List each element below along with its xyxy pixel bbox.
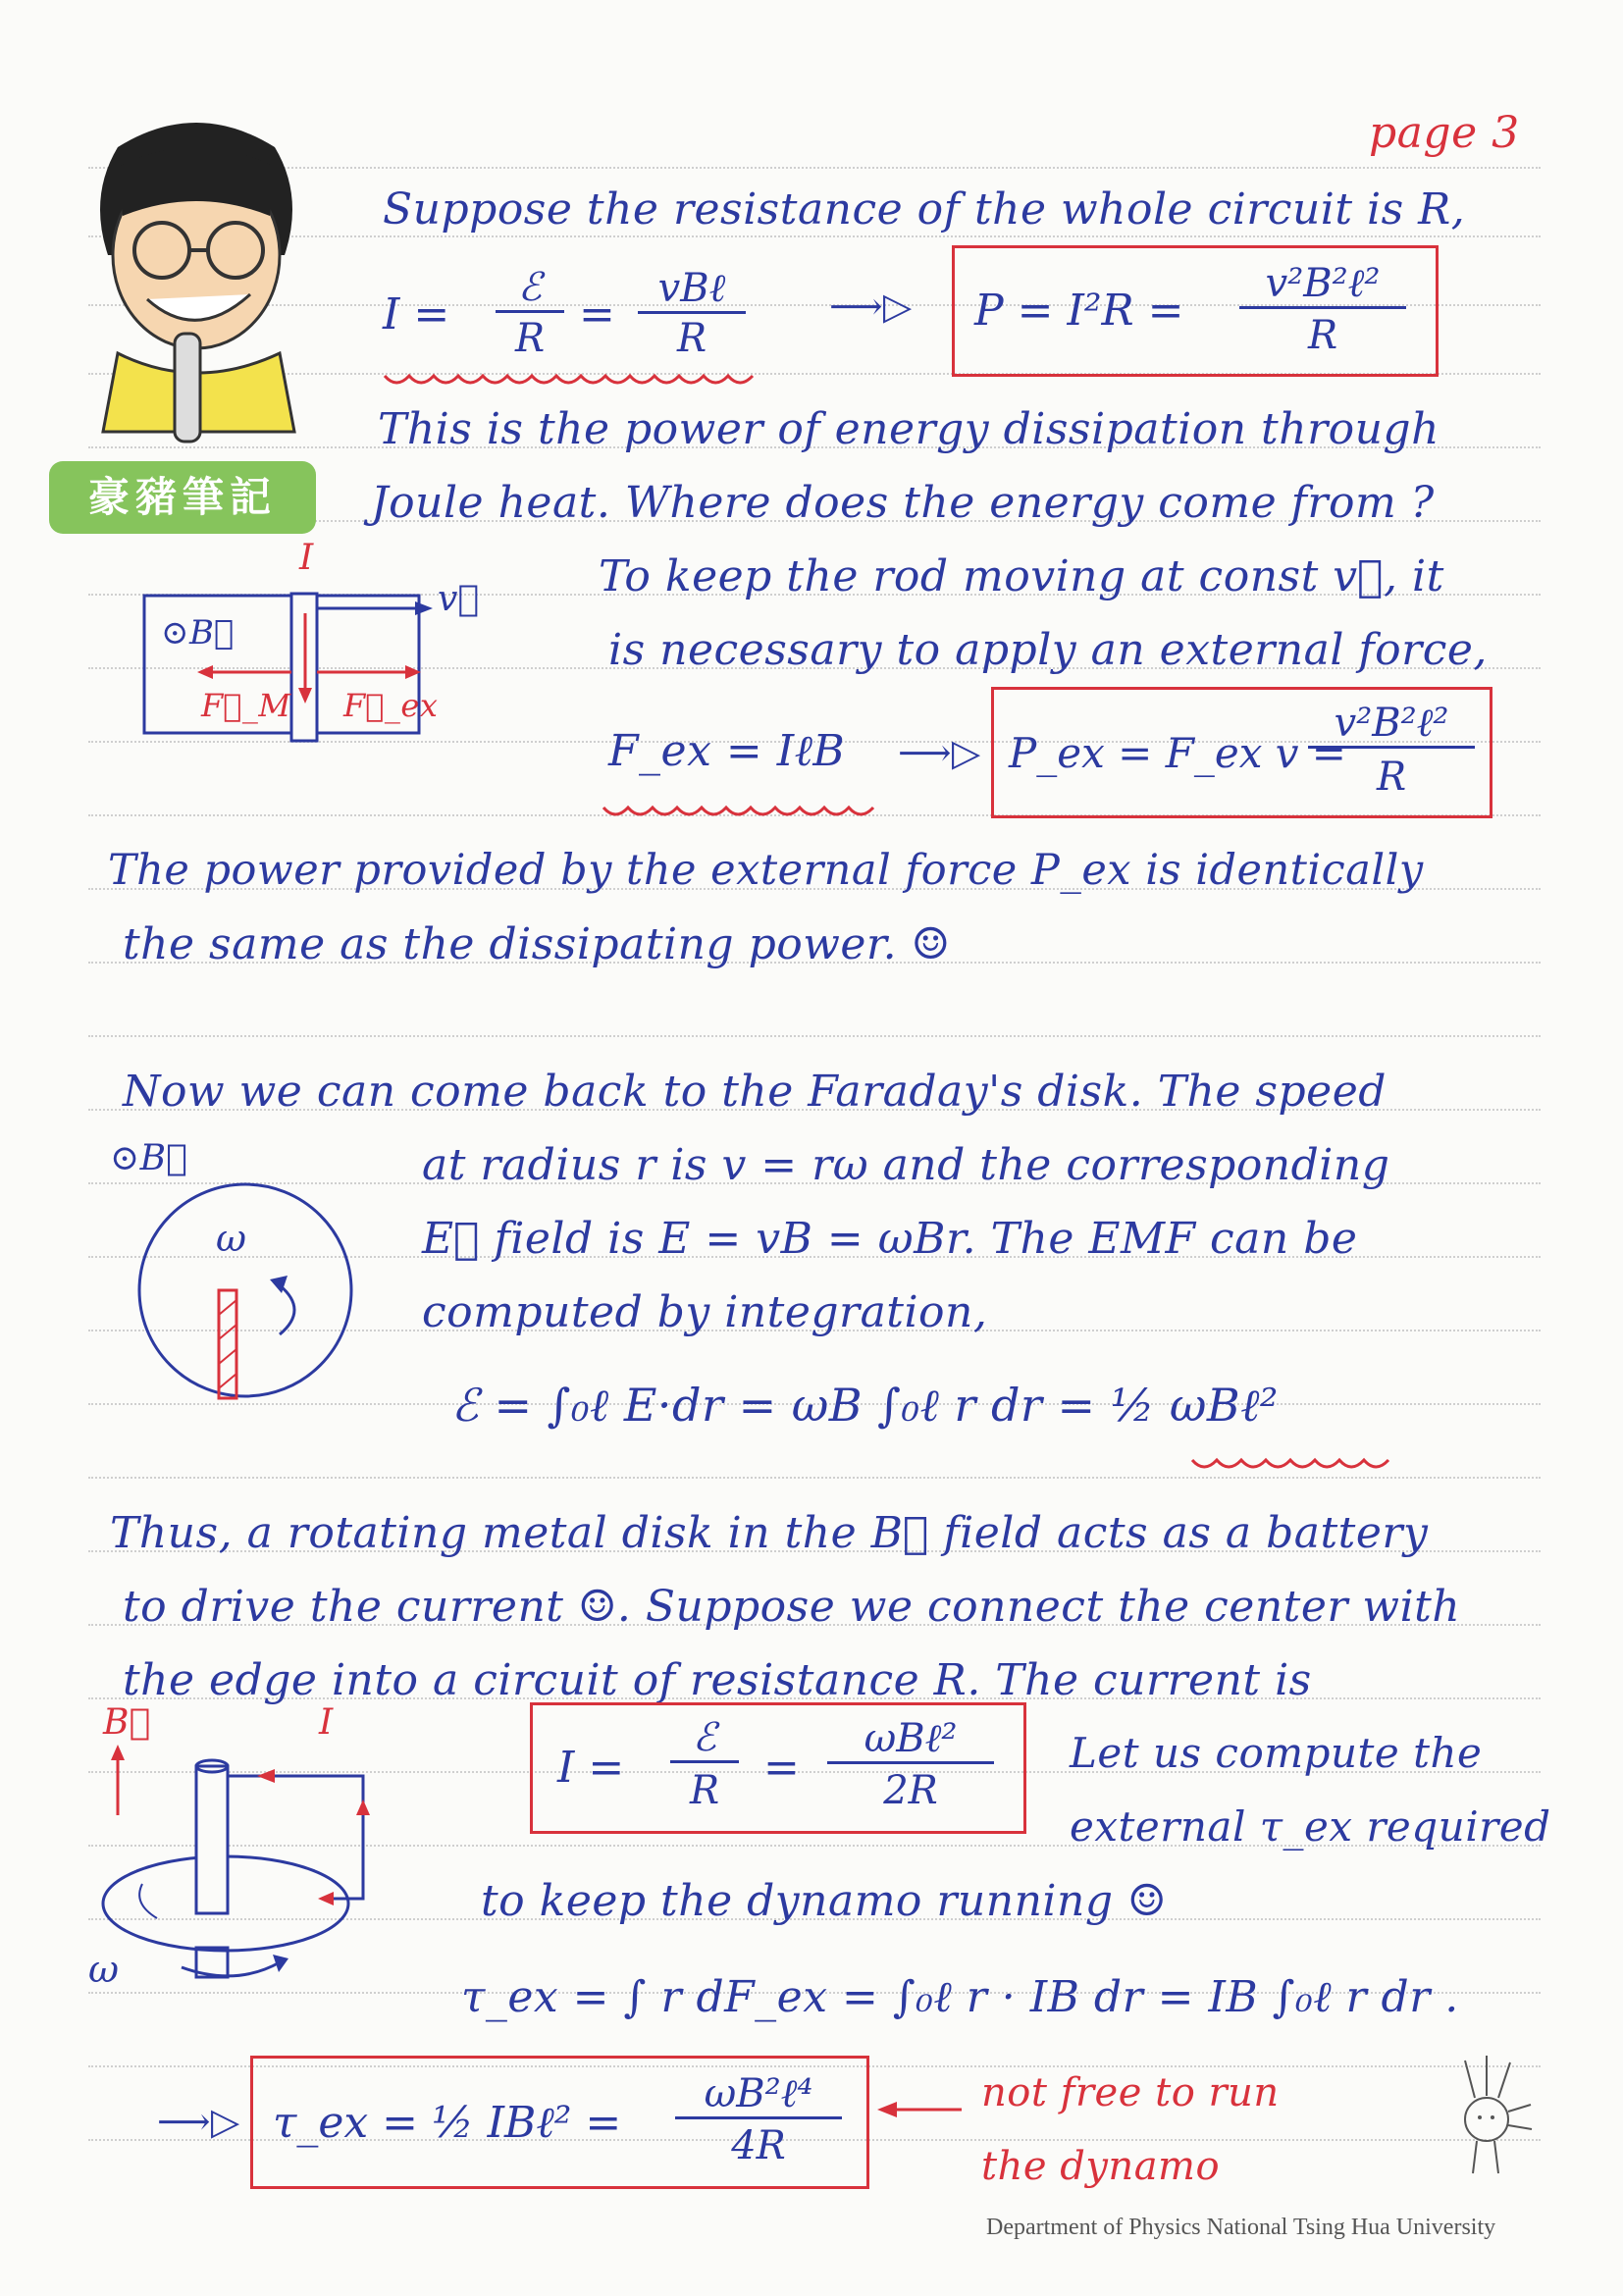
critter-doodle [1438, 2051, 1536, 2178]
arrow-2: ⟶▷ [898, 731, 981, 774]
text-line-9: at radius r is v = rω and the corresponding [422, 1140, 1390, 1190]
rod-B-label: ⊙B⃗ [161, 613, 235, 652]
text-line-3: Joule heat. Where does the energy come from ? [371, 478, 1435, 528]
faraday-disk-diagram [132, 1177, 358, 1403]
text-line-7: the same as the dissipating power. ☺ [123, 919, 951, 969]
current-R: R [514, 316, 546, 361]
pex-lhs: P_ex = F_ex v = [1009, 729, 1346, 777]
torque-box [250, 2056, 869, 2189]
text-line-6: The power provided by the external force P_ex is identically [108, 846, 1424, 895]
text-line-17: to keep the dynamo running ☺ [481, 1876, 1167, 1926]
squiggle-3 [1192, 1452, 1388, 1472]
text-line-13: to drive the current ☺. Suppose we connect the center with [123, 1582, 1461, 1632]
text-line-14: the edge into a circuit of resistance R. The current is [123, 1655, 1312, 1705]
power-lhs: P = I²R = [974, 286, 1184, 336]
page-label: page 3 [1369, 108, 1520, 158]
power-box [952, 245, 1439, 377]
torque-den: 4R [731, 2123, 786, 2168]
cb-lhs: I = [557, 1743, 625, 1793]
text-line-11: computed by integration, [422, 1287, 988, 1337]
cb-eq: = [763, 1743, 800, 1793]
squiggle-2 [603, 800, 888, 819]
current-den: R [676, 316, 707, 361]
note-line-1: not free to run [981, 2070, 1280, 2115]
current-lhs: I = [383, 289, 450, 339]
emf-integral: ℰ = ∫₀ℓ E·dr = ωB ∫₀ℓ r dr = ½ ωBℓ² [451, 1379, 1279, 1432]
cb-den2: 2R [883, 1768, 938, 1813]
current-emf: ℰ [496, 265, 564, 313]
text-line-8: Now we can come back to the Faraday's disk. The speed [123, 1067, 1387, 1117]
power-den: R [1307, 313, 1338, 358]
rod-v-label: v⃗ [438, 579, 480, 619]
text-line-16: external τ_ex required [1070, 1802, 1551, 1851]
pex-den: R [1376, 755, 1407, 800]
disk-omega-label: ω [216, 1217, 247, 1260]
text-line-1: Suppose the resistance of the whole circuit is R, [383, 184, 1466, 235]
text-line-5: is necessary to apply an external force, [608, 625, 1488, 675]
cb-den1: R [689, 1768, 720, 1813]
dynamo-I-label: I [319, 1702, 334, 1743]
text-line-10: E⃗ field is E = vB = ωBr. The EMF can be [422, 1214, 1358, 1264]
torque-num: ωB²ℓ⁴ [675, 2070, 842, 2119]
text-line-15: Let us compute the [1070, 1729, 1483, 1777]
arrow-1: ⟶▷ [829, 285, 913, 328]
pex-num: v²B²ℓ² [1308, 700, 1475, 749]
current-num: vBℓ [638, 265, 746, 314]
current-formula [383, 265, 775, 373]
current-eq: = [579, 289, 615, 339]
arrow-3: ⟶▷ [157, 2100, 240, 2143]
pex-box [991, 687, 1492, 818]
disk-B-label: ⊙B⃗ [110, 1138, 188, 1178]
text-line-12: Thus, a rotating metal disk in the B⃗ field acts as a battery [110, 1508, 1429, 1558]
footer-department: Department of Physics National Tsing Hua University [986, 2215, 1496, 2240]
pointer-arrow [875, 2100, 964, 2119]
torque-equation: τ_ex = ∫ r dF_ex = ∫₀ℓ r · IB dr = IB ∫₀ℓ r dr . [461, 1972, 1459, 2022]
text-line-4: To keep the rod moving at const v⃗, it [599, 551, 1444, 601]
torque-lhs: τ_ex = ½ IBℓ² = [273, 2098, 622, 2148]
cb-num1: ℰ [670, 1715, 739, 1763]
power-num: v²B²ℓ² [1239, 260, 1406, 309]
force-equation: F_ex = IℓB [608, 726, 846, 776]
badge-label: 豪豬筆記 [49, 461, 316, 534]
text-line-2: This is the power of energy dissipation through [378, 404, 1440, 454]
current-box [530, 1702, 1026, 1834]
rod-Fm-label: F⃗_M [201, 687, 291, 724]
dynamo-omega-label: ω [88, 1948, 120, 1991]
dynamo-B-label: B⃗ [103, 1702, 151, 1743]
rod-I-label: I [299, 538, 314, 578]
dynamo-diagram [88, 1737, 402, 1992]
mascot-illustration [59, 108, 334, 432]
squiggle-1 [385, 368, 777, 388]
cb-num2: ωBℓ² [827, 1715, 994, 1764]
rod-Fex-label: F⃗_ex [343, 687, 439, 724]
note-line-2: the dynamo [981, 2144, 1221, 2189]
